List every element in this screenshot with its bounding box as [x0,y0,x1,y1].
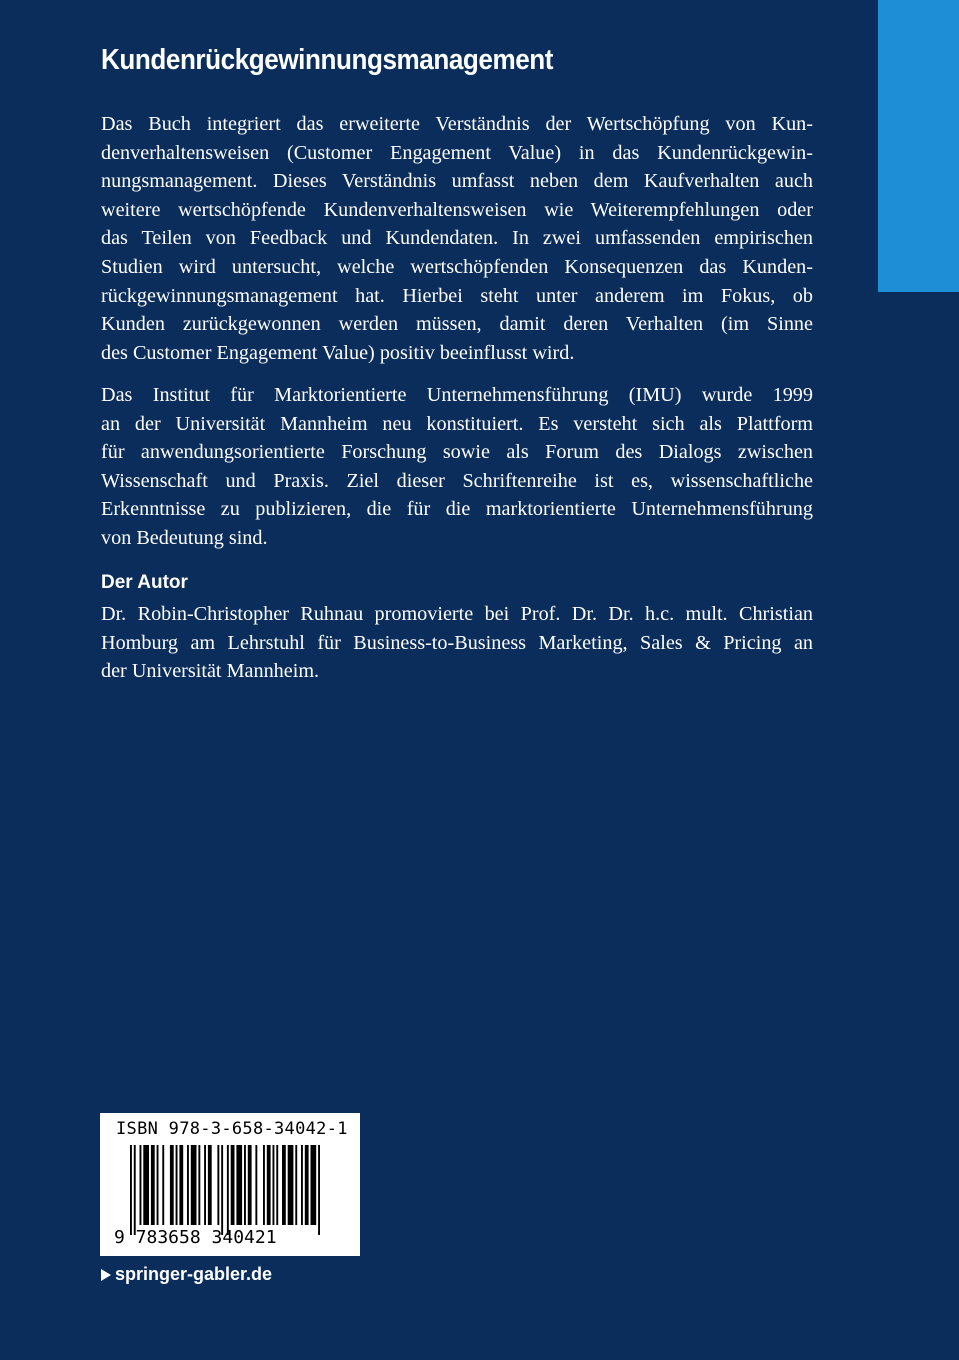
barcode-bar [221,1145,223,1235]
barcode-bar [217,1145,219,1225]
barcode-bar [176,1145,178,1225]
barcode-bar [134,1145,136,1235]
barcode-bar [311,1145,317,1225]
barcode-bar [263,1145,265,1225]
text-line: weitere wertschöpfende Kundenverhaltensweisen wie Weiterempfehlungen oder [101,198,813,221]
barcode-bar [248,1145,252,1225]
ean-digits: 9 783658 340421 [114,1227,277,1248]
text-line: der Universität Mannheim. [101,660,320,683]
book-title: Kundenrückgewinnungsmanagement [101,44,554,76]
barcode-bar [267,1145,271,1225]
text-line: Dr. Robin-Christopher Ruhnau promovierte bei Prof. Dr. Dr. h.c. mult. Christian [101,603,813,625]
barcode-bar [162,1145,164,1225]
barcode-bar [187,1145,189,1225]
play-icon [101,1269,111,1281]
text-line: Das Institut für Marktorientierte Unternehmensführung (IMU) wurde 1999 [101,384,813,406]
barcode-bar [276,1145,278,1225]
barcode-bar [255,1145,257,1225]
barcode-bar [198,1145,200,1225]
text-line: Erkenntnisse zu publizieren, die für die marktorientierte Unternehmensführung [101,498,813,521]
author-heading: Der Autor [101,572,188,593]
barcode-bar [295,1145,297,1225]
text-line: Wissenschaft und Praxis. Ziel dieser Schriftenreihe ist es, wissenschaftliche [101,469,813,492]
isbn-barcode [100,1113,360,1256]
barcode-bar [236,1145,242,1225]
text-line: nungsmanagement. Dieses Verständnis umfasst neben dem Kaufverhalten auch [101,170,813,193]
barcode-bar [288,1145,294,1225]
barcode-bar [151,1145,155,1225]
accent-bar [878,0,959,292]
publisher-link[interactable] [101,1264,272,1285]
barcode-bar [244,1145,246,1225]
text-line: denverhaltensweisen (Customer Engagement Value) in das Kundenrückgewin- [101,141,813,164]
text-line: Homburg am Lehrstuhl für Business-to-Business Marketing, Sales & Pricing an [101,631,813,654]
text-line: von Bedeutung sind. [101,526,268,549]
barcode-bar [143,1145,149,1225]
barcode-bar [130,1145,132,1235]
barcode-bar [170,1145,174,1225]
text-line: Kunden zurückgewonnen werden müssen, damit deren Verhalten (im Sinne [101,313,813,336]
text-line: an der Universität Mannheim neu konstituiert. Es versteht sich als Plattform [101,412,813,435]
barcode-bar [231,1145,235,1225]
author-paragraph [101,600,813,686]
barcode-bar [191,1145,197,1225]
text-line: für anwendungsorientierte Forschung sowie als Forum des Dialogs zwischen [101,441,813,464]
text-line: des Customer Engagement Value) positiv beeinflusst wird. [101,341,575,364]
barcode-bar [227,1145,229,1235]
barcode-bar [157,1145,159,1225]
barcode-bar [305,1145,309,1225]
barcode-bars [130,1145,340,1235]
barcode-bar [204,1145,206,1225]
publisher-url: springer-gabler.de [115,1264,273,1284]
barcode-bar [318,1145,320,1235]
barcode-bar [140,1145,142,1225]
text-line: Studien wird untersucht, welche wertschöpfenden Konsequenzen das Kunden- [101,255,813,278]
text-line: rückgewinnungsmanagement hat. Hierbei steht unter anderem im Fokus, ob [101,284,813,307]
description-paragraph [101,110,813,367]
text-line: Das Buch integriert das erweiterte Verständnis der Wertschöpfung von Kun- [101,113,813,135]
text-line: das Teilen von Feedback und Kundendaten. In zwei umfassenden empirischen [101,227,813,250]
institute-paragraph [101,381,813,553]
barcode-bar [301,1145,303,1225]
barcode-bar [273,1145,275,1225]
barcode-bar [208,1145,212,1225]
isbn-label: ISBN 978-3-658-34042-1 [116,1119,348,1139]
barcode-bar [179,1145,183,1225]
barcode-bar [282,1145,286,1225]
